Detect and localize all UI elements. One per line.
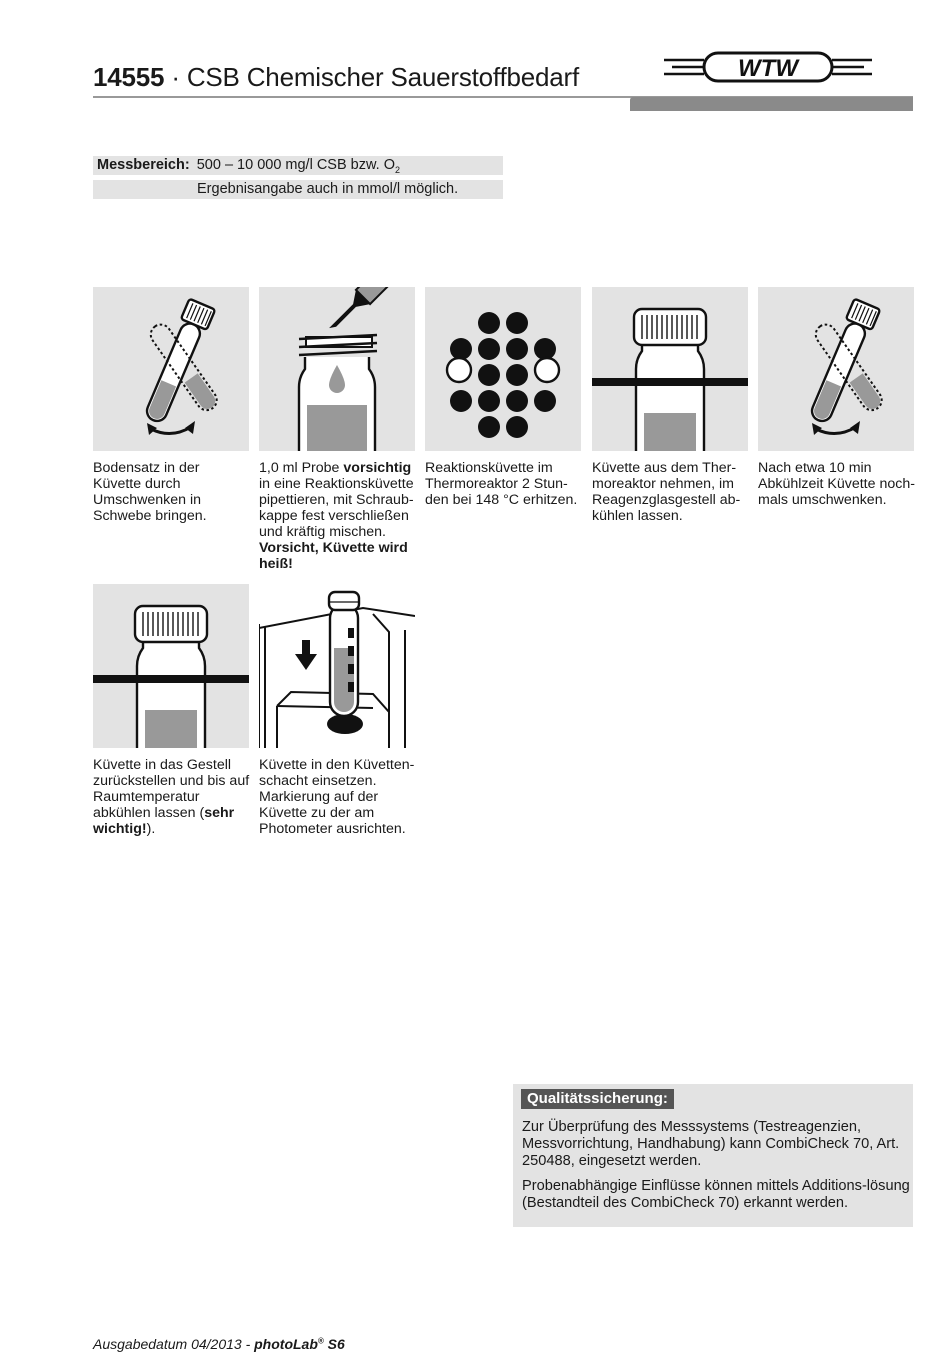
title-text: CSB Chemischer Sauerstoffbedarf <box>186 62 580 92</box>
step-7-caption-part: Küvette in den Küvetten-schacht einsetzen. Markierung auf der Küvette zu der am Photometer ausrichten. <box>259 757 415 837</box>
step-4-illustration <box>592 287 748 451</box>
article-number: 14555 <box>93 62 165 92</box>
step-2-illustration <box>259 287 415 451</box>
step-6-caption-part: Küvette in das Gestell zurückstellen und bis auf Raumtemperatur abkühlen lassen ( <box>93 757 250 821</box>
measuring-range-label: Messbereich: <box>97 157 190 173</box>
footer <box>93 1336 345 1352</box>
footer-registered-mark: ® <box>317 1336 324 1346</box>
step-6-caption-part: sehr wichtig! <box>93 805 235 837</box>
step-4-caption-part: Küvette aus dem Ther-moreaktor nehmen, im Reagenzglasgestell ab-kühlen lassen. <box>592 460 741 524</box>
measuring-range-subscript: 2 <box>395 164 401 175</box>
wtw-logo <box>664 50 872 84</box>
footer-product: photoLab <box>254 1336 318 1352</box>
measuring-range-note: Ergebnisangabe auch in mmol/l möglich. <box>197 181 459 197</box>
step-5-caption <box>758 460 916 508</box>
step-5-caption-part: Nach etwa 10 min Abkühlzeit Küvette noch-mals umschwenken. <box>758 460 915 508</box>
quality-assurance-paragraph-2: Probenabhängige Einflüsse können mittels Additions-lösung (Bestandteil des CombiCheck 70) erkannt werden. <box>522 1178 910 1211</box>
step-6-caption-part: ). <box>146 821 156 837</box>
step-1-caption <box>93 460 251 524</box>
footer-date: Ausgabedatum 04/2013 - <box>93 1336 255 1352</box>
step-1-caption-part: Bodensatz in der Küvette durch Umschwenken in Schwebe bringen. <box>93 460 207 524</box>
quality-assurance-paragraph-1: Zur Überprüfung des Messsystems (Testreagenzien, Messvorrichtung, Handhabung) kann CombiCheck 70, Art. 250488, eingesetzt werden. <box>522 1119 900 1169</box>
measuring-range-row <box>93 156 503 175</box>
step-6-illustration <box>93 584 249 748</box>
step-4-caption <box>592 460 750 524</box>
step-2-caption-part: vorsichtig <box>343 460 412 476</box>
step-2-caption-part: in eine Reaktionsküvette pipettieren, mit Schraub-kappe fest verschließen und kräftig mischen. <box>259 476 414 540</box>
step-7-illustration <box>259 584 415 748</box>
step-2-caption-part: Vorsicht, Küvette wird heiß! <box>259 540 408 572</box>
measuring-range-value: 500 – 10 000 mg/l CSB bzw. O <box>196 157 395 173</box>
step-2-caption <box>259 460 417 572</box>
step-3-caption-part: Reaktionsküvette im Thermoreaktor 2 Stun-den bei 148 °C erhitzen. <box>425 460 578 508</box>
page-title <box>93 62 579 93</box>
step-7-caption <box>259 757 417 837</box>
step-3-illustration <box>425 287 581 451</box>
title-separator: · <box>171 62 180 92</box>
step-3-caption <box>425 460 583 508</box>
footer-model: S6 <box>323 1336 345 1352</box>
step-1-illustration <box>93 287 249 451</box>
step-5-illustration <box>758 287 914 451</box>
step-2-caption-part: 1,0 ml Probe <box>259 460 344 476</box>
measuring-range-note-row <box>93 180 503 199</box>
step-6-caption <box>93 757 251 837</box>
header-gray-bar <box>630 97 913 111</box>
logo-text: WTW <box>738 55 798 82</box>
quality-assurance-heading: Qualitätssicherung: <box>521 1089 674 1109</box>
